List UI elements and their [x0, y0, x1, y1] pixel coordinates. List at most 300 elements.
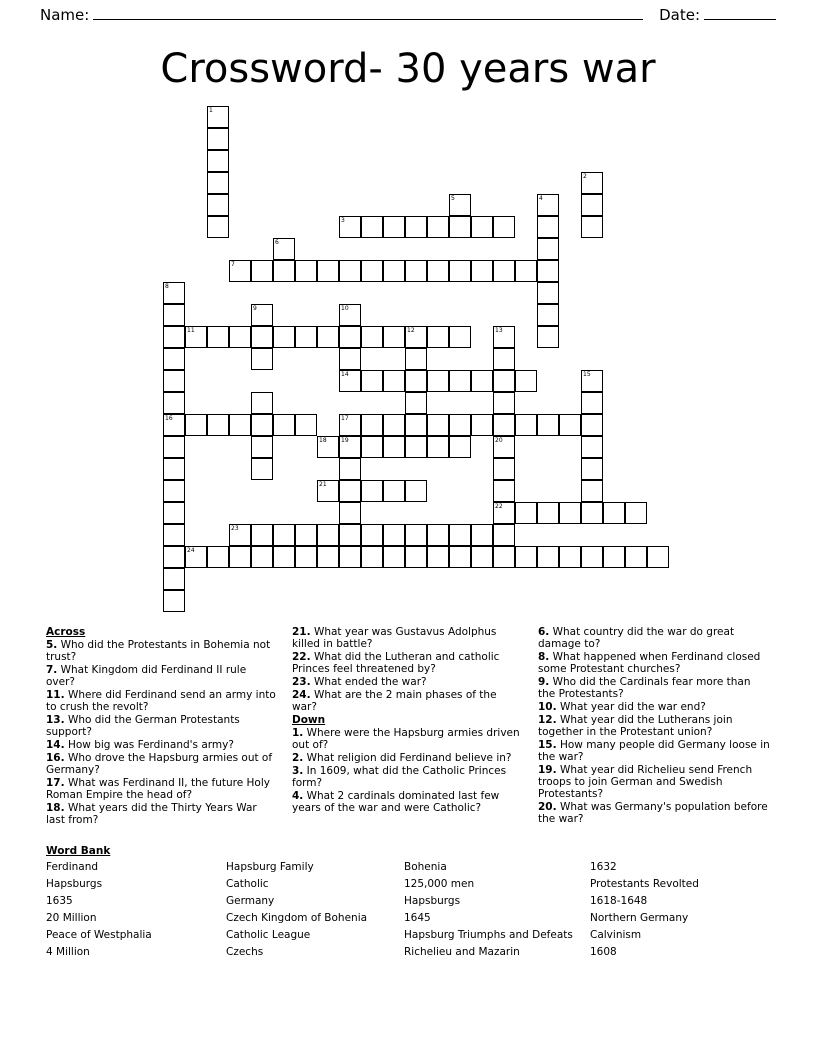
down-clue [538, 626, 770, 650]
clue-text: In 1609, what did the Catholic Princes form? [292, 765, 507, 789]
clues-column-1 [46, 626, 278, 827]
crossword-cell[interactable] [251, 524, 273, 546]
down-clue-list-part2 [538, 626, 770, 825]
crossword-cell[interactable] [427, 414, 449, 436]
crossword-cell[interactable] [405, 392, 427, 414]
crossword-cell[interactable] [361, 260, 383, 282]
across-clue-list-part2 [292, 626, 524, 713]
down-clue [538, 714, 770, 738]
down-heading: Down [292, 714, 326, 726]
crossword-cell[interactable] [493, 216, 515, 238]
crossword-cell[interactable] [163, 282, 185, 304]
clue-number: 4. [292, 790, 304, 802]
across-clue [46, 739, 278, 751]
clue-number: 12. [538, 714, 557, 726]
cell-number: 10 [341, 305, 349, 312]
crossword-cell[interactable] [405, 216, 427, 238]
clue-number: 23. [292, 676, 311, 688]
clue-text: Where did Ferdinand send an army into to crush the revolt? [46, 689, 276, 713]
word-bank-item: Bohenia [404, 861, 447, 873]
cell-number: 13 [495, 327, 503, 334]
across-clue [292, 689, 524, 713]
word-bank-item: 1632 [590, 861, 617, 873]
crossword-cell[interactable] [361, 216, 383, 238]
crossword-cell[interactable] [581, 436, 603, 458]
clue-text: What religion did Ferdinand believe in? [303, 752, 512, 764]
crossword-cell[interactable] [383, 524, 405, 546]
crossword-cell[interactable] [449, 524, 471, 546]
clue-number: 6. [538, 626, 550, 638]
crossword-cell[interactable] [251, 458, 273, 480]
word-bank-item: Ferdinand [46, 861, 99, 873]
crossword-cell[interactable] [405, 546, 427, 568]
cell-number: 18 [319, 437, 327, 444]
crossword-cell[interactable] [515, 260, 537, 282]
crossword-cell[interactable] [383, 436, 405, 458]
crossword-cell[interactable] [405, 348, 427, 370]
down-clue [292, 727, 524, 751]
crossword-cell[interactable] [493, 348, 515, 370]
word-bank-item: 1635 [46, 895, 73, 907]
crossword-cell[interactable] [163, 436, 185, 458]
down-clue [538, 651, 770, 675]
clue-text: What was Germany's population before the war? [538, 801, 768, 825]
name-date-row [0, 0, 816, 24]
crossword-cell[interactable] [471, 370, 493, 392]
crossword-cell[interactable] [251, 348, 273, 370]
cell-number: 3 [341, 217, 345, 224]
word-bank-list [46, 861, 770, 958]
crossword-cell[interactable] [229, 414, 251, 436]
crossword-cell[interactable] [493, 502, 515, 524]
across-clue [46, 714, 278, 738]
crossword-cell[interactable] [471, 546, 493, 568]
crossword-cell[interactable] [339, 480, 361, 502]
crossword-cell[interactable] [581, 194, 603, 216]
cell-number: 8 [165, 283, 169, 290]
crossword-cell[interactable] [207, 194, 229, 216]
crossword-cell[interactable] [559, 546, 581, 568]
clue-number: 20. [538, 801, 557, 813]
crossword-cell[interactable] [317, 260, 339, 282]
crossword-cell[interactable] [383, 414, 405, 436]
crossword-cell[interactable] [163, 458, 185, 480]
word-bank-item: 20 Million [46, 912, 97, 924]
clue-text: What did the Lutheran and catholic Princes feel threatened by? [292, 651, 500, 675]
crossword-cell[interactable] [405, 370, 427, 392]
clue-text: What Kingdom did Ferdinand II rule over? [46, 664, 247, 688]
crossword-cell[interactable] [251, 436, 273, 458]
crossword-cell[interactable] [251, 304, 273, 326]
word-bank-item: Czechs [226, 946, 264, 958]
crossword-cell[interactable] [295, 546, 317, 568]
clue-number: 13. [46, 714, 65, 726]
crossword-cell[interactable] [361, 370, 383, 392]
crossword-cell[interactable] [449, 546, 471, 568]
clue-number: 11. [46, 689, 65, 701]
crossword-cell[interactable] [581, 546, 603, 568]
crossword-cell[interactable] [449, 414, 471, 436]
crossword-cell[interactable] [581, 502, 603, 524]
across-clue [292, 651, 524, 675]
name-label: Name: [40, 6, 90, 24]
crossword-cell[interactable] [405, 326, 427, 348]
crossword-cell[interactable] [251, 326, 273, 348]
crossword-cell[interactable] [383, 326, 405, 348]
word-bank-item: Peace of Westphalia [46, 929, 152, 941]
crossword-cell[interactable] [581, 172, 603, 194]
clue-number: 17. [46, 777, 65, 789]
clue-number: 2. [292, 752, 304, 764]
crossword-cell[interactable] [471, 260, 493, 282]
crossword-cell[interactable] [427, 326, 449, 348]
cell-number: 22 [495, 503, 503, 510]
crossword-cell[interactable] [207, 546, 229, 568]
crossword-cell[interactable] [361, 480, 383, 502]
crossword-cell[interactable] [361, 414, 383, 436]
crossword-cell[interactable] [163, 546, 185, 568]
crossword-cell[interactable] [229, 524, 251, 546]
cell-number: 21 [319, 481, 327, 488]
crossword-cell[interactable] [603, 502, 625, 524]
crossword-cell[interactable] [515, 370, 537, 392]
clue-text: How many people did Germany loose in the war? [538, 739, 770, 763]
cell-number: 5 [451, 195, 455, 202]
clue-number: 9. [538, 676, 550, 688]
date-label: Date: [659, 6, 700, 24]
crossword-cell[interactable] [339, 458, 361, 480]
down-clue [292, 765, 524, 789]
crossword-cell[interactable] [295, 260, 317, 282]
crossword-cell[interactable] [493, 524, 515, 546]
word-bank-item: Germany [226, 895, 275, 907]
crossword-cell[interactable] [163, 568, 185, 590]
crossword-cell[interactable] [449, 216, 471, 238]
crossword-cell[interactable] [317, 326, 339, 348]
crossword-cell[interactable] [207, 106, 229, 128]
crossword-cell[interactable] [185, 326, 207, 348]
crossword-cell[interactable] [449, 326, 471, 348]
across-clue [46, 752, 278, 776]
crossword-cell[interactable] [493, 546, 515, 568]
crossword-cell[interactable] [537, 238, 559, 260]
crossword-cell[interactable] [339, 524, 361, 546]
crossword-cell[interactable] [559, 502, 581, 524]
crossword-cell[interactable] [361, 546, 383, 568]
clue-text: What year did the war end? [556, 701, 706, 713]
clue-number: 1. [292, 727, 304, 739]
crossword-cell[interactable] [339, 348, 361, 370]
clue-number: 10. [538, 701, 557, 713]
word-bank-item: Hapsburgs [404, 895, 461, 907]
clue-text: What year was Gustavus Adolphus killed in battle? [292, 626, 497, 650]
crossword-cell[interactable] [251, 260, 273, 282]
name-blank-line[interactable] [93, 6, 643, 20]
across-heading: Across [46, 626, 86, 638]
word-bank-item: Catholic [226, 878, 269, 890]
crossword-cell[interactable] [295, 524, 317, 546]
crossword-cell[interactable] [537, 326, 559, 348]
crossword-cell[interactable] [317, 546, 339, 568]
down-clue [538, 701, 770, 713]
crossword-cell[interactable] [537, 546, 559, 568]
crossword-cell[interactable] [163, 392, 185, 414]
crossword-cell[interactable] [251, 392, 273, 414]
across-clue [292, 676, 524, 688]
clue-number: 14. [46, 739, 65, 751]
crossword-cell[interactable] [449, 370, 471, 392]
crossword-cell[interactable] [449, 436, 471, 458]
clue-number: 7. [46, 664, 58, 676]
clue-text: Who drove the Hapsburg armies out of Germany? [46, 752, 273, 776]
crossword-cell[interactable] [581, 458, 603, 480]
crossword-cell[interactable] [625, 546, 647, 568]
crossword-cell[interactable] [185, 414, 207, 436]
crossword-cell[interactable] [383, 370, 405, 392]
crossword-cell[interactable] [471, 414, 493, 436]
crossword-cell[interactable] [405, 436, 427, 458]
crossword-cell[interactable] [163, 348, 185, 370]
crossword-cell[interactable] [537, 414, 559, 436]
crossword-cell[interactable] [383, 546, 405, 568]
word-bank-item: Protestants Revolted [590, 878, 699, 890]
crossword-cell[interactable] [273, 260, 295, 282]
crossword-cell[interactable] [493, 326, 515, 348]
crossword-cell[interactable] [493, 370, 515, 392]
crossword-cell[interactable] [339, 414, 361, 436]
crossword-cell[interactable] [625, 502, 647, 524]
clue-text: What country did the war do great damage to? [538, 626, 735, 650]
crossword-cell[interactable] [339, 260, 361, 282]
cell-number: 20 [495, 437, 503, 444]
crossword-cell[interactable] [273, 524, 295, 546]
across-clue [46, 689, 278, 713]
crossword-cell[interactable] [581, 480, 603, 502]
cell-number: 19 [341, 437, 349, 444]
crossword-cell[interactable] [493, 392, 515, 414]
crossword-cell[interactable] [427, 524, 449, 546]
crossword-cell[interactable] [361, 524, 383, 546]
crossword-cell[interactable] [273, 238, 295, 260]
crossword-cell[interactable] [295, 326, 317, 348]
word-bank-item: Hapsburgs [46, 878, 103, 890]
crossword-cell[interactable] [405, 414, 427, 436]
crossword-cell[interactable] [537, 194, 559, 216]
crossword-cell[interactable] [273, 414, 295, 436]
clue-text: What years did the Thirty Years War last from? [46, 802, 257, 826]
crossword-cell[interactable] [493, 458, 515, 480]
crossword-cell[interactable] [581, 370, 603, 392]
crossword-cell[interactable] [163, 502, 185, 524]
crossword-cell[interactable] [339, 546, 361, 568]
crossword-cell[interactable] [647, 546, 669, 568]
crossword-cell[interactable] [207, 172, 229, 194]
crossword-cell[interactable] [405, 524, 427, 546]
crossword-cell[interactable] [207, 414, 229, 436]
across-clue [46, 777, 278, 801]
clue-text: Who did the Protestants in Bohemia not trust? [46, 639, 271, 663]
crossword-cell[interactable] [515, 546, 537, 568]
crossword-cell[interactable] [163, 414, 185, 436]
cell-number: 17 [341, 415, 349, 422]
word-bank-heading: Word Bank [46, 845, 111, 857]
clue-number: 8. [538, 651, 550, 663]
clue-number: 22. [292, 651, 311, 663]
crossword-cell[interactable] [163, 524, 185, 546]
crossword-cell[interactable] [229, 326, 251, 348]
word-bank-item: 1618-1648 [590, 895, 648, 907]
word-bank-item: Hapsburg Triumphs and Defeats [404, 929, 573, 941]
crossword-cell[interactable] [383, 216, 405, 238]
crossword-cell[interactable] [163, 590, 185, 612]
crossword-cell[interactable] [405, 260, 427, 282]
crossword-cell[interactable] [427, 370, 449, 392]
cell-number: 15 [583, 371, 591, 378]
crossword-cell[interactable] [537, 304, 559, 326]
crossword-cell[interactable] [339, 370, 361, 392]
crossword-cell[interactable] [383, 480, 405, 502]
word-bank-item: Richelieu and Mazarin [404, 946, 520, 958]
crossword-cell[interactable] [537, 282, 559, 304]
clues-column-3 [538, 626, 770, 827]
clue-text: What year did Richelieu send French troops to join German and Swedish Protestants? [538, 764, 753, 800]
cell-number: 23 [231, 525, 239, 532]
crossword-cell[interactable] [361, 326, 383, 348]
clue-text: What 2 cardinals dominated last few years of the war and were Catholic? [292, 790, 500, 814]
crossword-cell[interactable] [317, 436, 339, 458]
crossword-cell[interactable] [427, 260, 449, 282]
clue-text: What happened when Ferdinand closed some Protestant churches? [538, 651, 761, 675]
crossword-cell[interactable] [361, 436, 383, 458]
crossword-cell[interactable] [163, 326, 185, 348]
cell-number: 4 [539, 195, 543, 202]
clue-number: 24. [292, 689, 311, 701]
clue-text: What ended the war? [310, 676, 427, 688]
crossword-cell[interactable] [471, 524, 493, 546]
crossword-cell[interactable] [581, 216, 603, 238]
crossword-cell[interactable] [427, 436, 449, 458]
crossword-cell[interactable] [229, 546, 251, 568]
crossword-cell[interactable] [339, 436, 361, 458]
clue-text: What are the 2 main phases of the war? [292, 689, 497, 713]
crossword-cell[interactable] [273, 326, 295, 348]
crossword-cell[interactable] [493, 480, 515, 502]
crossword-cell[interactable] [427, 546, 449, 568]
crossword-cell[interactable] [339, 216, 361, 238]
down-clue [538, 676, 770, 700]
crossword-cell[interactable] [163, 370, 185, 392]
across-clue-list-part1 [46, 639, 278, 826]
crossword-cell[interactable] [493, 414, 515, 436]
cell-number: 12 [407, 327, 415, 334]
clue-text: Where were the Hapsburg armies driven out of? [292, 727, 520, 751]
crossword-cell[interactable] [295, 414, 317, 436]
crossword-cell[interactable] [207, 216, 229, 238]
crossword-cell[interactable] [537, 260, 559, 282]
crossword-cell[interactable] [229, 260, 251, 282]
clue-number: 3. [292, 765, 304, 777]
crossword-cell[interactable] [273, 546, 295, 568]
across-clue [292, 626, 524, 650]
cell-number: 2 [583, 173, 587, 180]
crossword-cell[interactable] [515, 414, 537, 436]
date-blank-line[interactable] [704, 6, 776, 20]
crossword-cell[interactable] [339, 326, 361, 348]
down-clue [538, 764, 770, 800]
crossword-cell[interactable] [383, 260, 405, 282]
word-bank-item: Catholic League [226, 929, 311, 941]
crossword-cell[interactable] [207, 128, 229, 150]
crossword-cell[interactable] [581, 414, 603, 436]
word-bank-item: 1645 [404, 912, 431, 924]
word-bank-item: Czech Kingdom of Bohenia [226, 912, 368, 924]
across-clue [46, 802, 278, 826]
down-clue [292, 790, 524, 814]
crossword-cell[interactable] [405, 480, 427, 502]
word-bank-item: 1608 [590, 946, 617, 958]
crossword-cell[interactable] [339, 304, 361, 326]
clue-text: Who did the German Protestants support? [46, 714, 240, 738]
crossword-cell[interactable] [207, 150, 229, 172]
crossword-cell[interactable] [537, 502, 559, 524]
cell-number: 9 [253, 305, 257, 312]
crossword-cell[interactable] [603, 546, 625, 568]
crossword-cell[interactable] [185, 546, 207, 568]
word-bank-item: 4 Million [46, 946, 90, 958]
word-bank-item: Northern Germany [590, 912, 689, 924]
cell-number: 1 [209, 107, 213, 114]
clue-text: How big was Ferdinand's army? [64, 739, 234, 751]
crossword-cell[interactable] [515, 502, 537, 524]
crossword-cell[interactable] [207, 326, 229, 348]
clue-number: 21. [292, 626, 311, 638]
crossword-cell[interactable] [581, 392, 603, 414]
crossword-cell[interactable] [251, 546, 273, 568]
clue-number: 19. [538, 764, 557, 776]
word-bank-item: Hapsburg Family [226, 861, 314, 873]
crossword-cell[interactable] [163, 304, 185, 326]
crossword-cell[interactable] [317, 480, 339, 502]
clue-number: 5. [46, 639, 58, 651]
cell-number: 14 [341, 371, 349, 378]
crossword-cell[interactable] [559, 414, 581, 436]
clue-text: What year did the Lutherans join together in the Protestant union? [538, 714, 733, 738]
crossword-cell[interactable] [471, 216, 493, 238]
clue-text: Who did the Cardinals fear more than the Protestants? [538, 676, 751, 700]
clues-column-2 [292, 626, 524, 827]
down-clue [538, 801, 770, 825]
crossword-cell[interactable] [339, 502, 361, 524]
clue-number: 15. [538, 739, 557, 751]
cell-number: 16 [165, 415, 173, 422]
crossword-cell[interactable] [427, 216, 449, 238]
crossword-cell[interactable] [493, 436, 515, 458]
cell-number: 11 [187, 327, 195, 334]
crossword-grid[interactable] [0, 106, 816, 626]
word-bank-item: 125,000 men [404, 878, 475, 890]
crossword-cell[interactable] [163, 480, 185, 502]
crossword-cell[interactable] [537, 216, 559, 238]
clue-number: 18. [46, 802, 65, 814]
crossword-cell[interactable] [493, 260, 515, 282]
crossword-cell[interactable] [449, 260, 471, 282]
word-bank-item: Calvinism [590, 929, 642, 941]
crossword-cell[interactable] [251, 414, 273, 436]
crossword-cell[interactable] [449, 194, 471, 216]
page-title: Crossword- 30 years war [160, 46, 656, 92]
down-clue [292, 752, 524, 764]
crossword-cell[interactable] [317, 524, 339, 546]
